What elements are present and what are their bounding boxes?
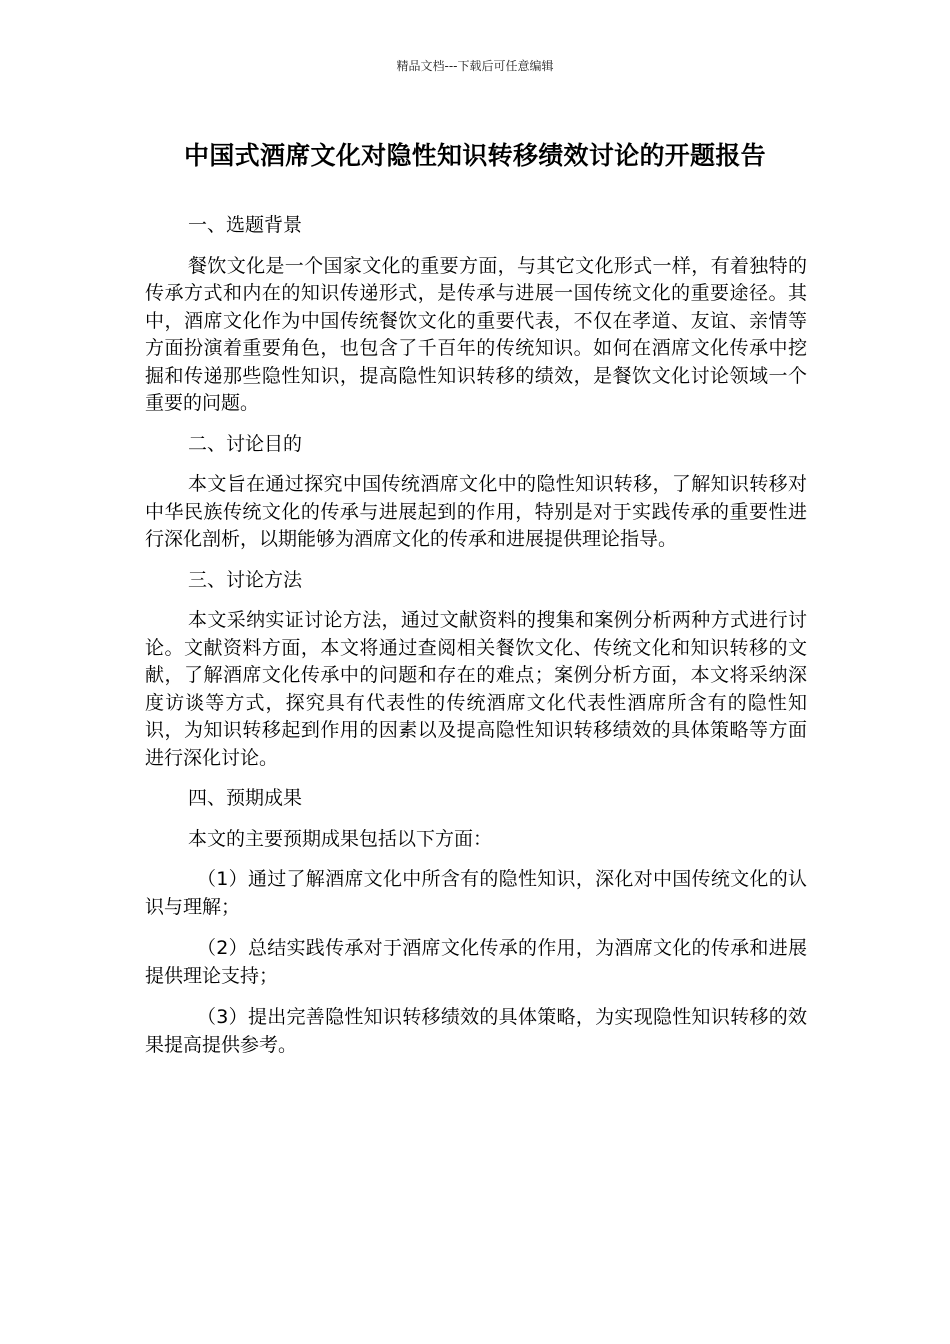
section-paragraph: 本文旨在通过探究中国传统酒席文化中的隐性知识转移，了解知识转移对中华民族传统文化的传承与进展起到的作用，特别是对于实践传承的重要性进行深化剖析，以期能够为酒席文化的传承和进展提供理论指导。 (145, 473, 807, 550)
list-item: （3）提出完善隐性知识转移绩效的具体策略，为实现隐性知识转移的效果提高提供参考。 (145, 1006, 807, 1056)
section-paragraph: 本文的主要预期成果包括以下方面： (188, 827, 493, 850)
section-heading: 四、预期成果 (188, 787, 303, 809)
list-item: （1）通过了解酒席文化中所含有的隐性知识，深化对中国传统文化的认识与理解； (145, 868, 807, 918)
section-heading: 三、讨论方法 (188, 568, 303, 591)
section-paragraph: 餐饮文化是一个国家文化的重要方面，与其它文化形式一样，有着独特的传承方式和内在的知识传递形式，是传承与进展一国传统文化的重要途径。其中，酒席文化作为中国传统餐饮文化的重要代表，不仅在孝道、友谊、亲情等方面扮演着重要角色，也包含了千百年的传统知识。如何在酒席文化传承中挖掘和传递那些隐性知识，提高隐性知识转移的绩效，是餐饮文化讨论领域一个重要的问题。 (145, 254, 807, 414)
list-item: （2）总结实践传承对于酒席文化传承的作用，为酒席文化的传承和进展提供理论支持； (145, 937, 807, 987)
document-body (145, 212, 807, 1073)
page-header-note: 精品文档---下载后可任意编辑 (396, 59, 554, 73)
document-title: 中国式酒席文化对隐性知识转移绩效讨论的开题报告 (184, 141, 766, 170)
section-heading: 二、讨论目的 (188, 432, 303, 455)
section-heading: 一、选题背景 (188, 214, 303, 236)
section-paragraph: 本文采纳实证讨论方法，通过文献资料的搜集和案例分析两种方式进行讨论。文献资料方面，本文将通过查阅相关餐饮文化、传统文化和知识转移的文献，了解酒席文化传承中的问题和存在的难点；案例分析方面，本文将采纳深度访谈等方式，探究具有代表性的传统酒席文化代表性酒席所含有的隐性知识，为知识转移起到作用的因素以及提高隐性知识转移绩效的具体策略等方面进行深化讨论。 (145, 609, 807, 769)
